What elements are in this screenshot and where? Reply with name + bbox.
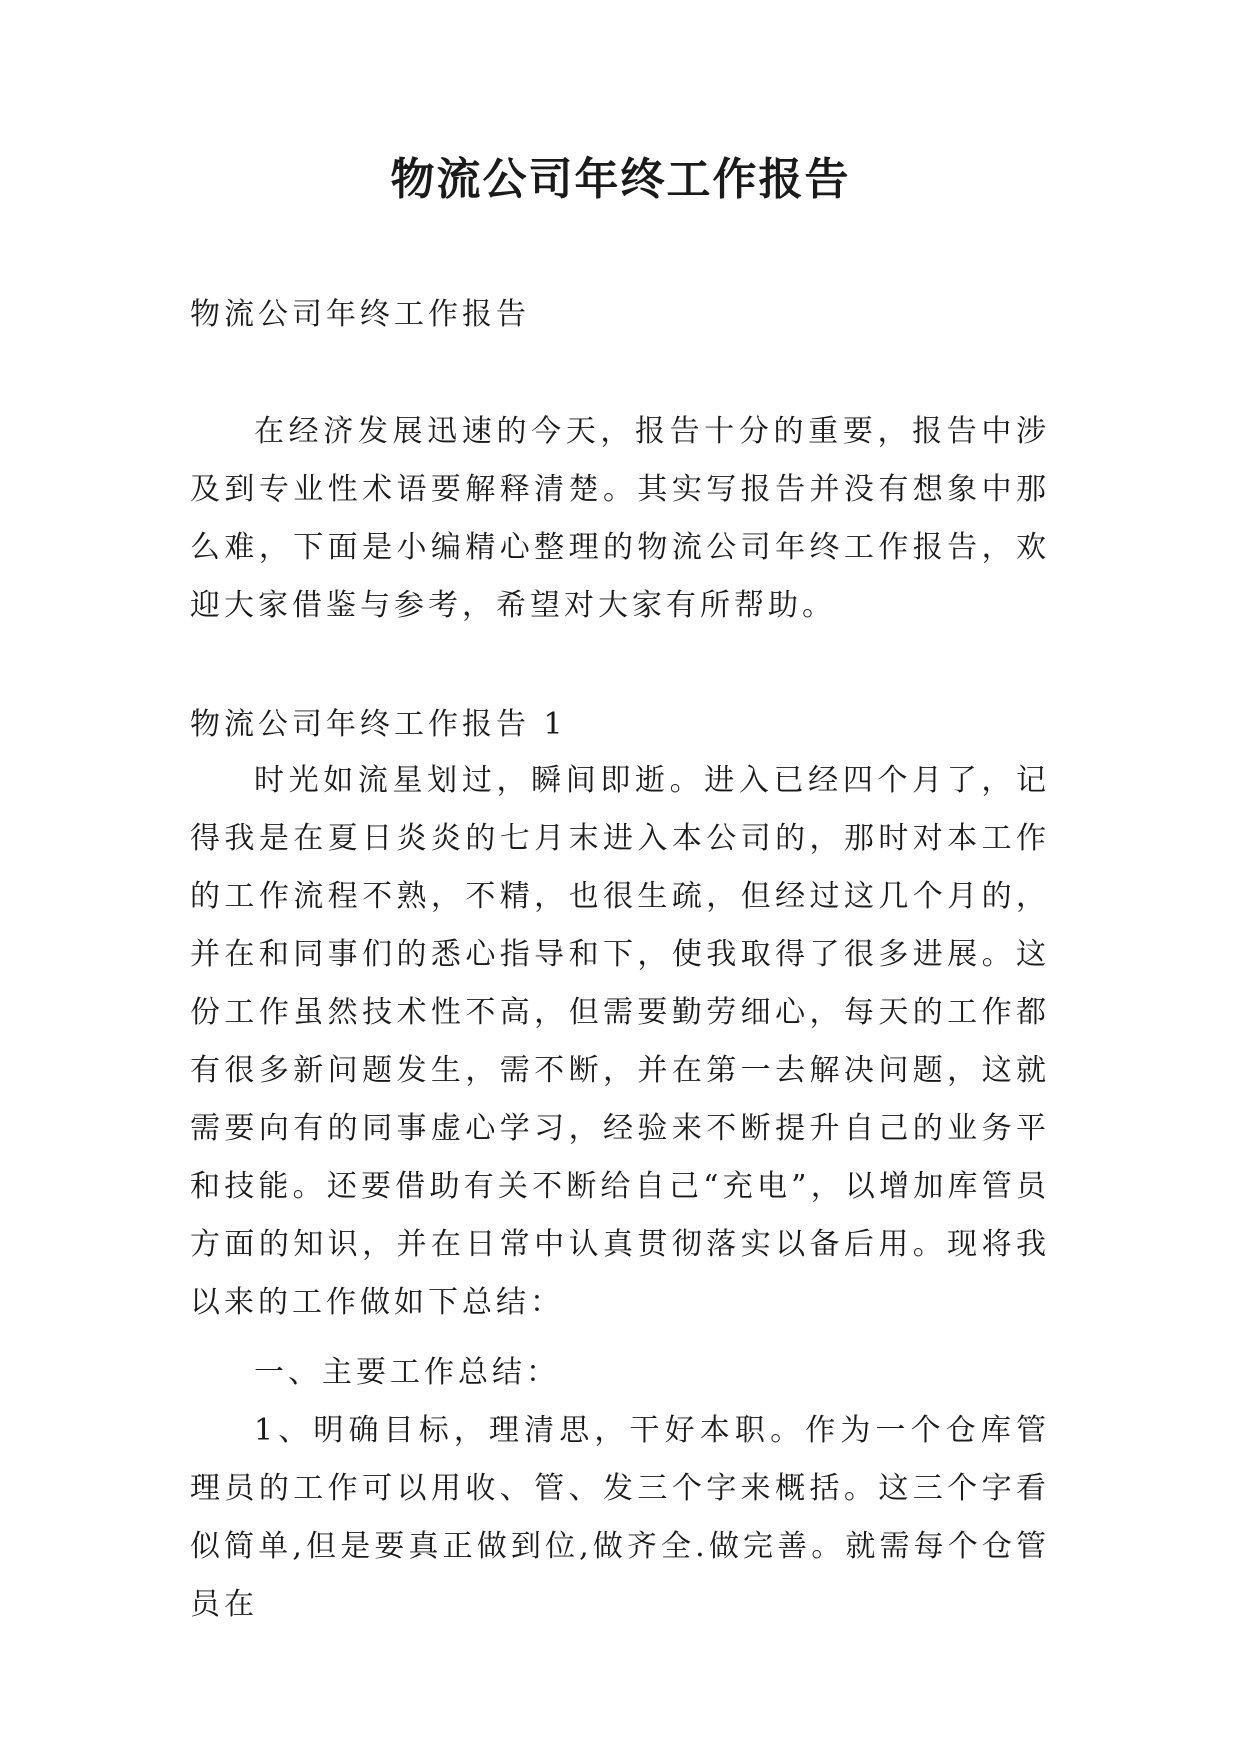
- document-subtitle: 物流公司年终工作报告: [190, 297, 530, 332]
- list-heading: 一、主要工作总结：: [254, 1355, 560, 1390]
- list-item: 1、明确目标，理清思，干好本职。作为一个仓库管理员的工作可以用收、管、发三个字来概括。这三个字看似简单,但是要真正做到位,做齐全.做完善。就需每个仓管员在: [190, 1413, 1050, 1622]
- page-title: 物流公司年终工作报告: [390, 154, 851, 205]
- intro-paragraph: 在经济发展迅速的今天，报告十分的重要，报告中涉及到专业性术语要解释清楚。其实写报告并没有想象中那么难，下面是小编精心整理的物流公司年终工作报告，欢迎大家借鉴与参考，希望对大家有所帮助。: [190, 414, 1050, 623]
- section-body-paragraph: 时光如流星划过，瞬间即逝。进入已经四个月了，记得我是在夏日炎炎的七月末进入本公司的，那时对本工作的工作流程不熟，不精，也很生疏，但经过这几个月的，并在和同事们的悉心指导和下，使我取得了很多进展。这份工作虽然技术性不高，但需要勤劳细心，每天的工作都有很多新问题发生，需不断，并在第一去解决问题，这就需要向有的同事虚心学习，经验来不断提升自己的业务平和技能。还要借助有关不断给自己“充电”，以增加库管员方面的知识，并在日常中认真贯彻落实以备后用。现将我以来的工作做如下总结：: [190, 763, 1050, 1320]
- section-heading: 物流公司年终工作报告 1: [190, 707, 567, 742]
